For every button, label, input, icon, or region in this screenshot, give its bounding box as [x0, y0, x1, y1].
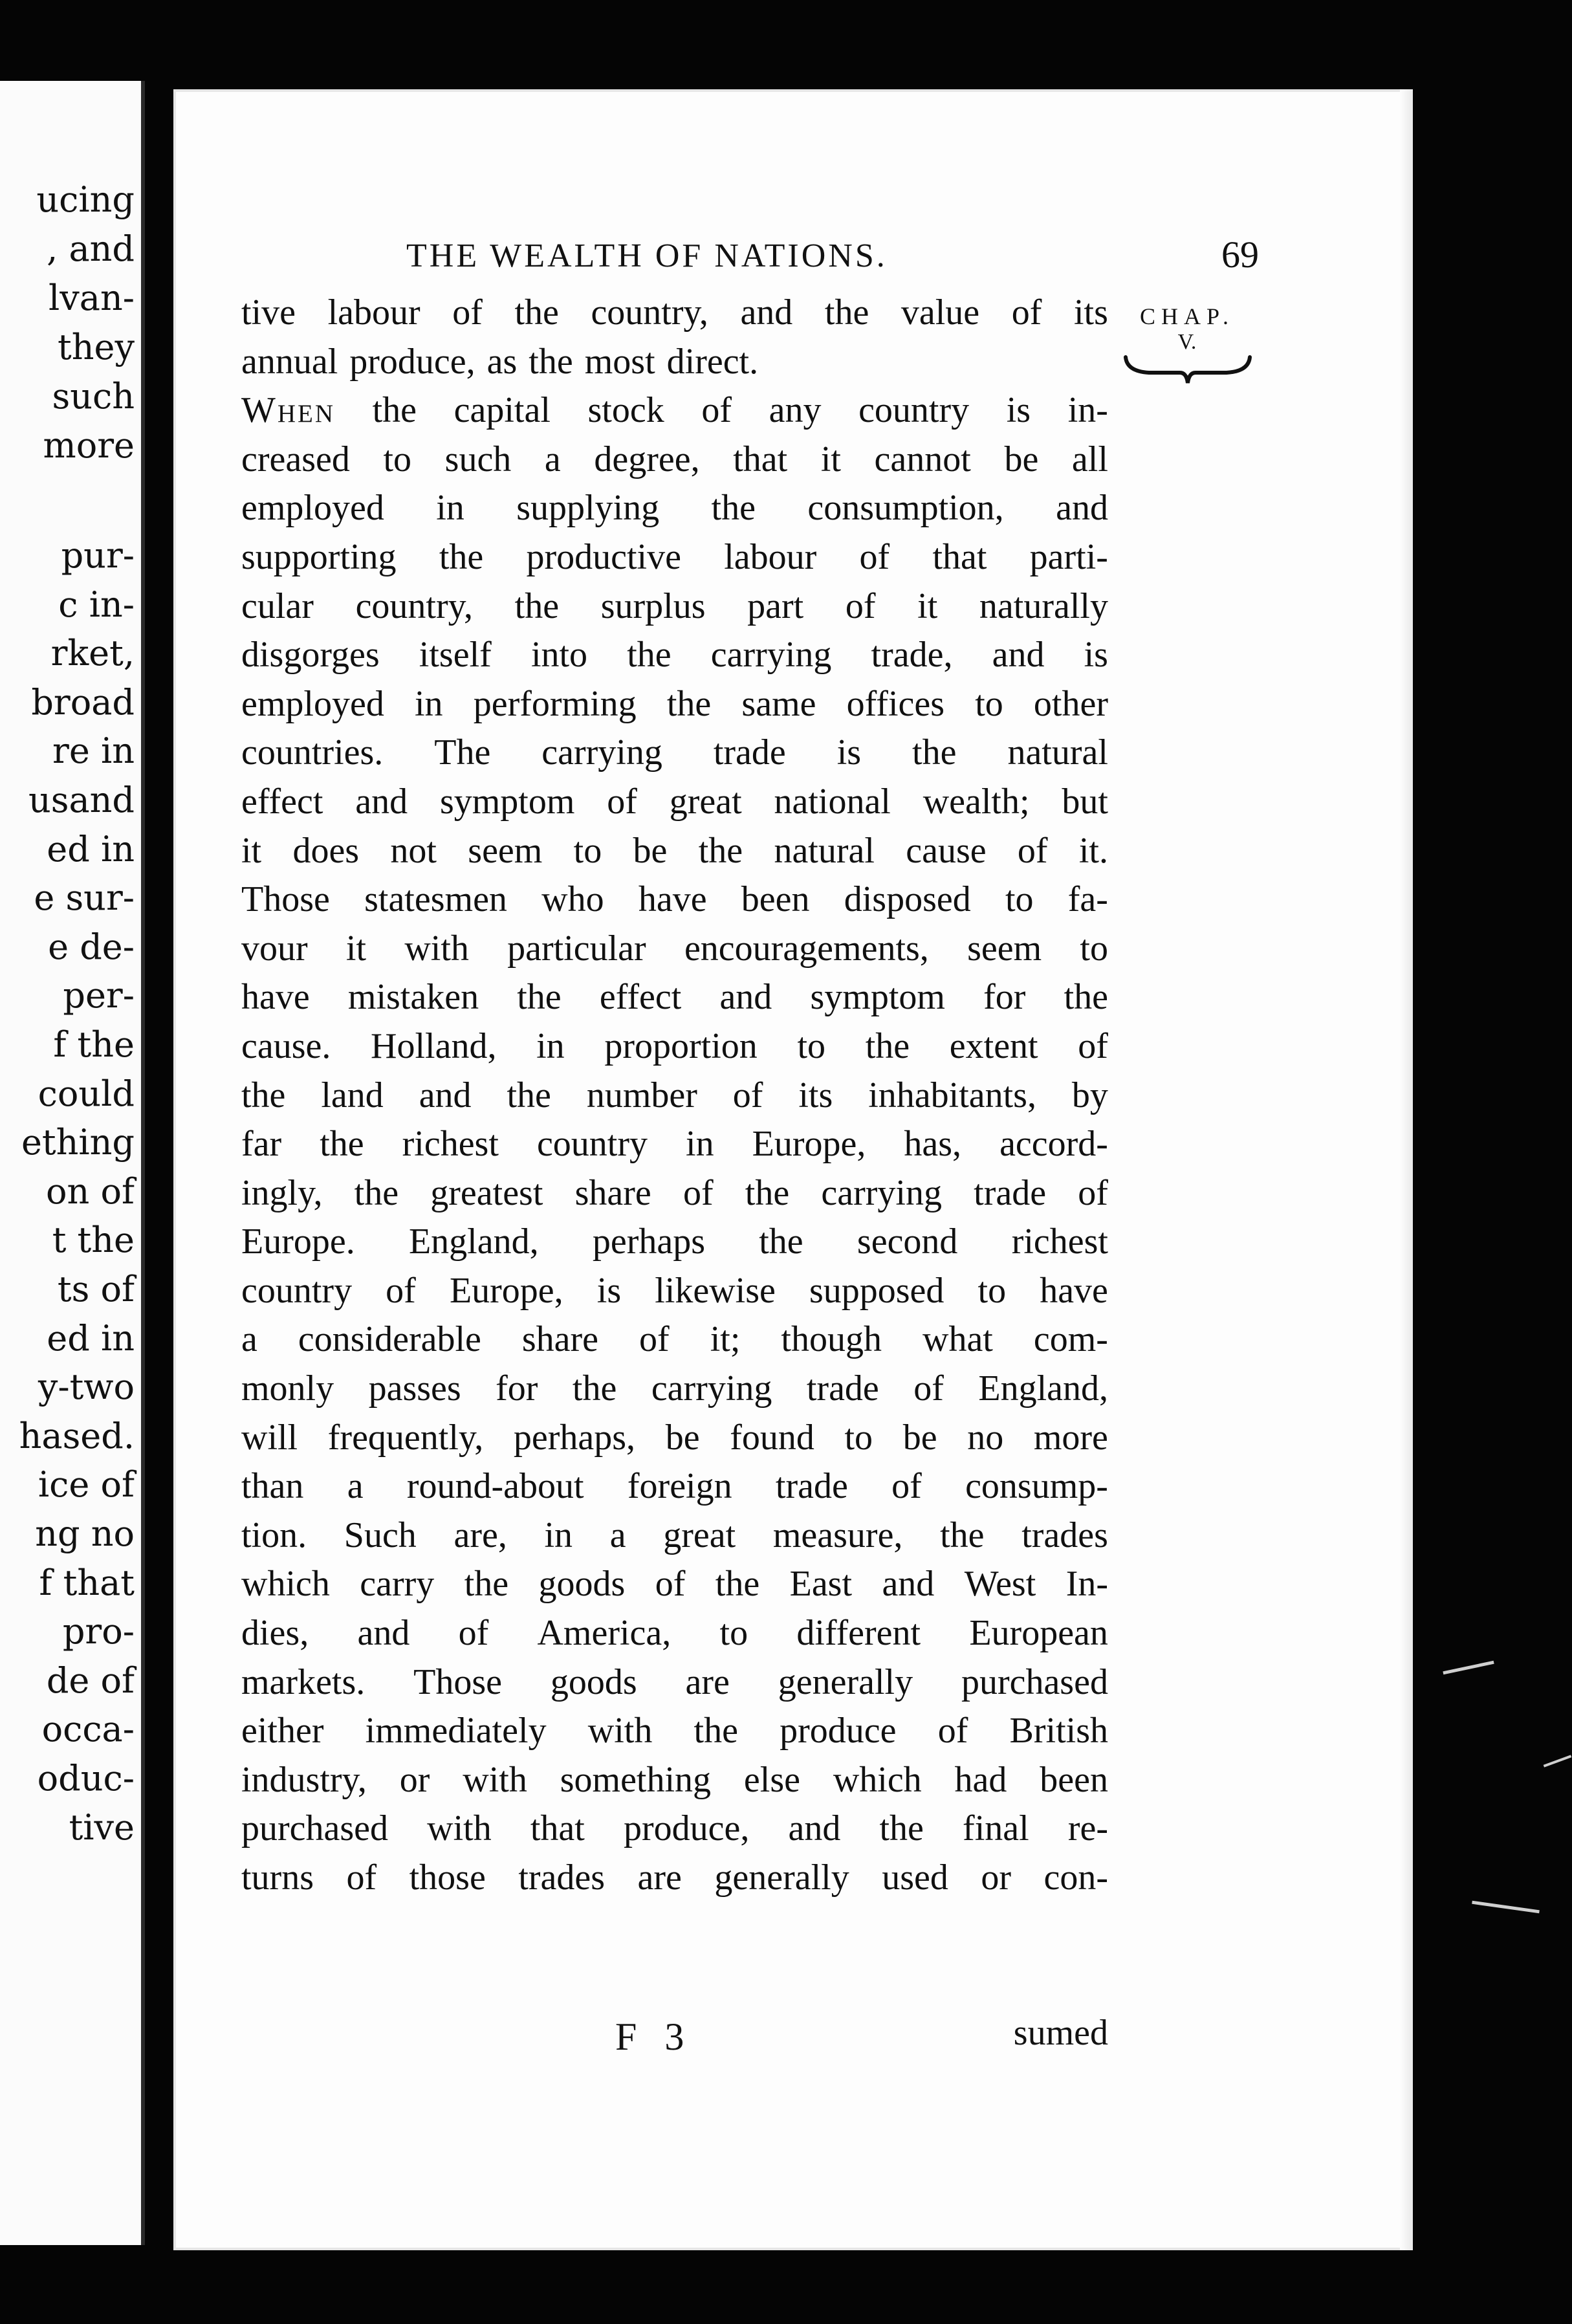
left-page-fragment: f that: [39, 1562, 135, 1603]
text-line: creased to such a degree, that it cannot be all: [241, 439, 1108, 479]
left-page-fragment: ice of: [38, 1464, 135, 1506]
left-page-fragment: oduc-: [37, 1758, 135, 1799]
text-line: annual produce, as the most direct.: [241, 341, 759, 382]
left-page-fragment: y-two: [38, 1366, 135, 1408]
text-line: a considerable share of it; though what com-: [241, 1319, 1108, 1360]
text-line: supporting the productive labour of that parti-: [241, 536, 1108, 577]
text-line: turns of those trades are generally used or con-: [241, 1858, 1108, 1898]
text-line: far the richest country in Europe, has, accord-: [241, 1124, 1108, 1165]
left-page-fragment: f the: [53, 1024, 135, 1065]
left-page-fragment: lvan-: [49, 278, 135, 318]
text-line: monly passes for the carrying trade of England,: [241, 1368, 1108, 1409]
left-page-fragment: ucing: [36, 179, 135, 220]
left-page-fragment: broad: [31, 681, 135, 723]
left-page-fragment: rket,: [50, 633, 135, 674]
previous-page-fragment: [0, 81, 145, 2245]
text-line: have mistaken the effect and symptom for the: [241, 977, 1108, 1018]
text-line: purchased with that produce, and the final re-: [241, 1808, 1108, 1849]
right-edge-debris: [1472, 1901, 1540, 1914]
left-page-fragment: re in: [52, 730, 135, 772]
text-line: will frequently, perhaps, be found to be no more: [241, 1417, 1108, 1458]
chapter-label: CHAP.: [1139, 303, 1235, 329]
left-page-fragment: c in-: [58, 584, 135, 625]
left-page-fragment: pro-: [62, 1611, 135, 1652]
left-page-fragment: ed in: [47, 828, 135, 870]
left-page-fragment: ts of: [57, 1269, 135, 1310]
text-line: cular country, the surplus part of it naturally: [241, 586, 1108, 626]
left-page-fragment: ed in: [47, 1317, 135, 1359]
text-line: which carry the goods of the East and West In-: [241, 1564, 1108, 1605]
left-page-fragment: ng no: [35, 1513, 135, 1554]
text-line: vour it with particular encouragements, seem to: [241, 928, 1108, 969]
text-line: tion. Such are, in a great measure, the trades: [241, 1515, 1108, 1555]
left-page-fragment: could: [38, 1073, 135, 1114]
left-page-fragment: t the: [52, 1220, 135, 1261]
text-line: markets. Those goods are generally purchased: [241, 1661, 1108, 1702]
margin-brace-icon: [1123, 348, 1252, 387]
left-page-fragment: de of: [46, 1660, 135, 1701]
text-line: cause. Holland, in proportion to the extent of: [241, 1025, 1108, 1066]
text-line: employed in performing the same offices to other: [241, 683, 1108, 724]
text-line: tive labour of the country, and the value of its: [241, 292, 1108, 333]
text-line: employed in supplying the consumption, and: [241, 488, 1108, 529]
right-edge-debris: [1544, 1755, 1572, 1767]
text-line: country of Europe, is likewise supposed to have: [241, 1270, 1108, 1311]
left-page-fragment: , and: [47, 228, 135, 269]
text-line: countries. The carrying trade is the natural: [241, 732, 1108, 773]
left-page-fragment: more: [43, 425, 135, 466]
text-line: dies, and of America, to different European: [241, 1613, 1108, 1654]
book-page: [173, 89, 1413, 2250]
text-line: Those statesmen who have been disposed to fa-: [241, 879, 1108, 920]
text-line: ingly, the greatest share of the carrying trade of: [241, 1172, 1108, 1213]
catchword: sumed: [1013, 2013, 1108, 2053]
right-edge-debris: [1443, 1661, 1494, 1675]
signature-mark: F 3: [615, 2015, 693, 2058]
left-page-fragment: occa-: [41, 1709, 135, 1750]
text-line: the land and the number of its inhabitants, by: [241, 1075, 1108, 1115]
left-page-fragment: e de-: [48, 926, 135, 967]
text-line: Europe. England, perhaps the second richest: [241, 1222, 1108, 1262]
left-page-fragment: on of: [46, 1170, 135, 1212]
text-line: effect and symptom of great national wealth; but: [241, 781, 1108, 822]
body-text: [241, 289, 1108, 1903]
text-line: disgorges itself into the carrying trade, and is: [241, 635, 1108, 675]
left-page-fragment: such: [52, 376, 135, 417]
left-page-fragment: tive: [69, 1806, 135, 1848]
left-page-fragment: ething: [21, 1122, 135, 1163]
left-page-fragment: they: [58, 327, 135, 367]
page-number: 69: [1221, 234, 1259, 276]
left-page-fragment: usand: [28, 780, 135, 820]
chapter-number: V.: [1177, 330, 1197, 354]
text-line: industry, or with something else which had been: [241, 1759, 1108, 1800]
left-page-fragment: hased.: [19, 1415, 135, 1456]
text-line: When the capital stock of any country is in-: [241, 390, 1108, 431]
left-page-fragment: per-: [63, 975, 135, 1016]
text-line: it does not seem to be the natural cause of it.: [241, 830, 1108, 871]
text-line: than a round-about foreign trade of consump-: [241, 1466, 1108, 1507]
text-line: either immediately with the produce of British: [241, 1711, 1108, 1751]
left-page-fragment: pur-: [61, 535, 135, 576]
running-title: THE WEALTH OF NATIONS.: [406, 237, 888, 274]
left-page-fragment: e sur-: [34, 877, 135, 919]
